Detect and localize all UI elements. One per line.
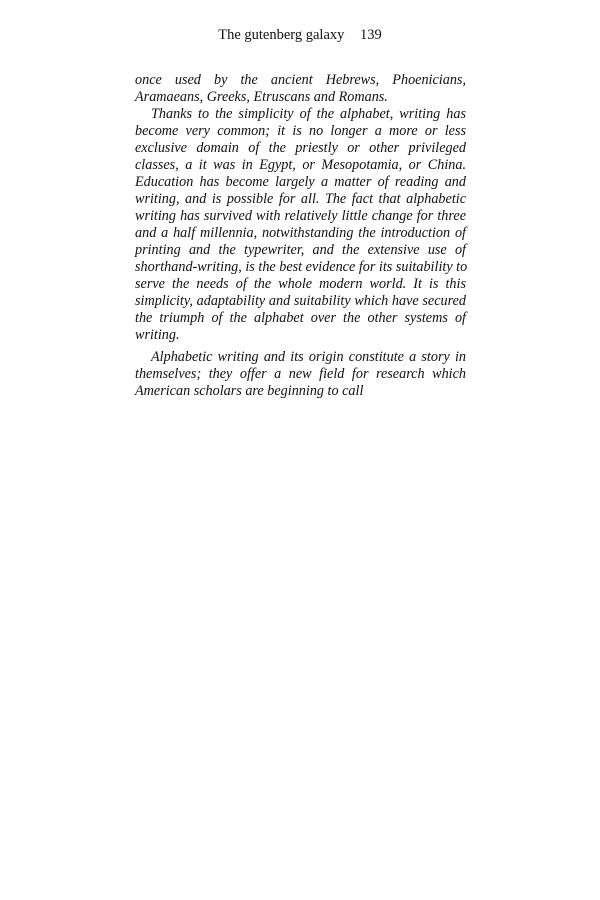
text-line: shorthand-writing, is the best evidence for its suitability to: [135, 259, 468, 275]
book-title: The gutenberg galaxy: [218, 27, 345, 43]
text-line: Aramaeans, Greeks, Etruscans and Romans.: [135, 89, 388, 105]
text-line: serve the needs of the whole modern world. It is this: [135, 276, 466, 292]
text-line: simplicity, adaptability and suitability which have secured: [135, 293, 466, 309]
text-line: become very common; it is no longer a more or less: [135, 123, 466, 139]
text-line: writing has survived with relatively little change for three: [135, 208, 466, 224]
text-line: exclusive domain of the priestly or other privileged: [135, 140, 466, 156]
text-line: classes, a it was in Egypt, or Mesopotamia, or China.: [135, 157, 466, 173]
text-line: Education has become largely a matter of reading and: [135, 174, 466, 190]
text-line: the triumph of the alphabet over the other systems of: [135, 310, 466, 326]
text-line: and a half millennia, notwithstanding the introduction of: [135, 225, 466, 241]
text-line: Alphabetic writing and its origin constitute a story in: [151, 349, 466, 365]
paragraph: [135, 349, 466, 400]
paragraph: [135, 72, 466, 106]
text-line: American scholars are beginning to call: [135, 383, 364, 399]
text-line: once used by the ancient Hebrews, Phoenicians,: [135, 72, 466, 88]
text-line: themselves; they offer a new field for research which: [135, 366, 466, 382]
running-header: [0, 27, 600, 44]
page-number: 139: [360, 27, 382, 43]
paragraph: [135, 106, 466, 344]
text-line: printing and the typewriter, and the extensive use of: [135, 242, 466, 258]
text-line: writing.: [135, 327, 180, 343]
text-line: writing, and is possible for all. The fact that alphabetic: [135, 191, 466, 207]
text-line: Thanks to the simplicity of the alphabet, writing has: [151, 106, 466, 122]
page-body: [135, 72, 466, 400]
